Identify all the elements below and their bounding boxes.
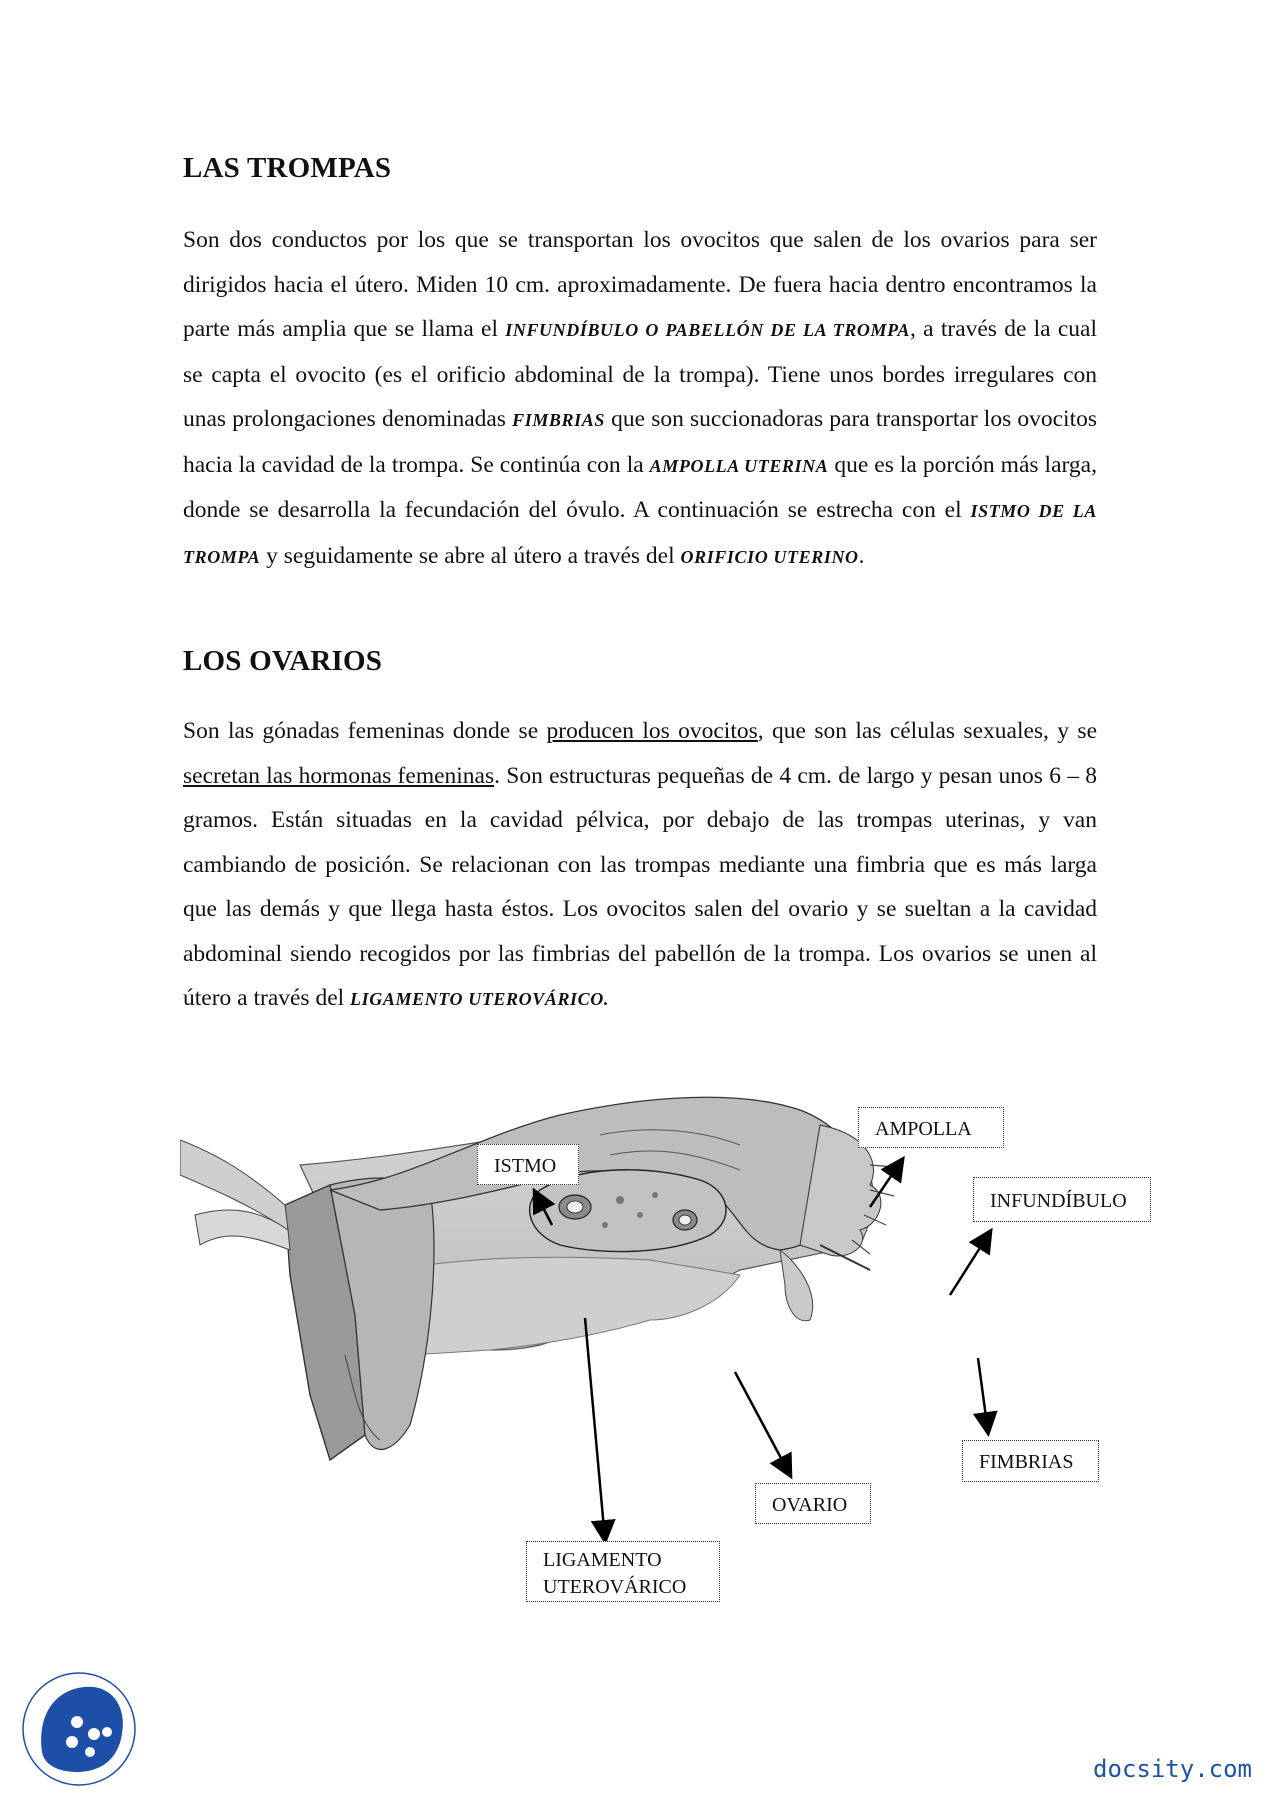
label-ovario: OVARIO <box>755 1483 871 1524</box>
label-istmo: ISTMO <box>477 1144 579 1185</box>
underlined-text: secretan las hormonas femeninas <box>183 762 495 789</box>
text-span: y seguidamente se abre al útero a través del <box>260 542 681 569</box>
paragraph-ovarios <box>183 709 1097 1022</box>
section-title-ovarios: LOS OVARIOS <box>183 645 383 677</box>
term-ligamento: LIGAMENTO UTEROVÁRICO. <box>350 989 609 1009</box>
term-fimbrias: FIMBRIAS <box>512 410 605 430</box>
label-infundibulo: INFUNDÍBULO <box>973 1177 1151 1222</box>
text-span: , que son las células sexuales, y se <box>757 718 1097 744</box>
term-orificio: ORIFICIO UTERINO <box>680 546 859 567</box>
label-ligamento-line2: UTEROVÁRICO <box>543 1576 687 1598</box>
label-ligamento-line1: LIGAMENTO <box>543 1549 662 1571</box>
text-span: Son las gónadas femeninas donde se <box>183 718 547 744</box>
anatomy-illustration <box>180 1095 1080 1550</box>
text-span: Son dos conductos por los que se transportan los ovocitos que salen de los ovarios para ser dirigidos hacia el útero. Miden 10 cm. aproximadamente. De fuera hacia dentro encontramos la parte más amplia que se llama el <box>183 227 1097 342</box>
text-span: . <box>858 542 865 569</box>
text-span: que es la porción más larga, donde se desarrolla la fecundación del óvulo. A continuación se estrecha con el <box>183 451 1097 523</box>
docsity-brand-link[interactable]: docsity.com <box>1093 1755 1252 1783</box>
paragraph-trompas <box>183 218 1097 579</box>
label-ligamento <box>526 1541 720 1602</box>
text-span: , a través de la cual se capta el ovocito (es el orificio abdominal de la trompa). Tiene unos bordes irregulares con unas prolongaciones denominadas <box>183 316 1097 432</box>
text-span: que son succionadoras para transportar los ovocitos hacia la cavidad de la trompa. Se continúa con la <box>183 406 1098 478</box>
label-fimbrias: FIMBRIAS <box>962 1440 1099 1482</box>
term-ampolla: AMPOLLA UTERINA <box>649 455 829 476</box>
text-span: . Son estructuras pequeñas de 4 cm. de largo y pesan unos 6 – 8 gramos. Están situadas en la cavidad pélvica, por debajo de las trompas uterinas, y van cambiando de posición. Se relacionan con las trompas mediante una fimbria que es más larga que las demás y que llega hasta éstos. Los ovocitos salen del ovario y se sueltan a la cavidad abdominal siendo recogidos por las fimbrias del pabellón de la trompa. Los ovarios se unen al útero a través del <box>183 762 1098 1011</box>
underlined-text: producen los ovocitos <box>546 718 758 744</box>
label-ampolla: AMPOLLA <box>858 1107 1004 1148</box>
section-title-trompas: LAS TROMPAS <box>183 152 392 184</box>
term-istmo: ISTMO DE LA TROMPA <box>183 501 1098 567</box>
term-infundibulo: INFUNDÍBULO O PABELLÓN DE LA TROMPA <box>505 320 911 340</box>
docsity-logo-icon <box>22 1672 136 1786</box>
